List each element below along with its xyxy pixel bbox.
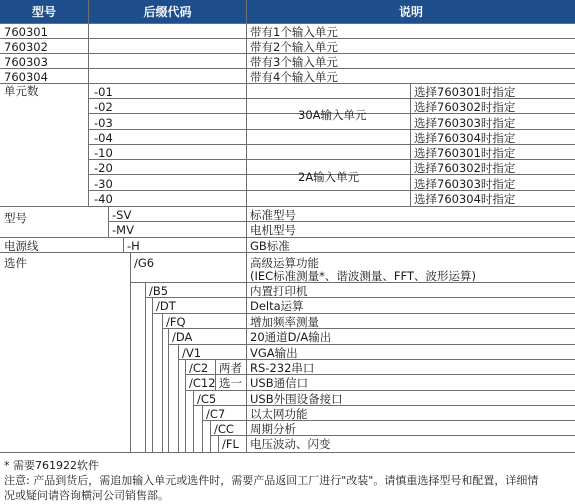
grid-line [162, 313, 163, 452]
option-desc: USB通信口 [250, 376, 309, 390]
grid-line [193, 390, 194, 452]
unit-code: -40 [94, 192, 113, 206]
choose-one-label: 两者 [219, 361, 242, 375]
type-code: -SV [112, 208, 132, 222]
select-note: 选择760303时指定 [414, 177, 516, 191]
unit-code: -01 [94, 85, 113, 99]
power-desc: GB标准 [250, 239, 290, 253]
option-desc: 周期分析 [250, 422, 296, 436]
unit-2a-desc: 2A输入单元 [298, 170, 360, 184]
notice-text: 况或疑问请咨询横河公司销售部。 [4, 489, 169, 502]
unit-code: -30 [94, 177, 113, 191]
option-code: /C2 [189, 361, 209, 375]
grid-line [168, 328, 169, 452]
option-code: /DT [156, 299, 176, 313]
select-note: 选择760304时指定 [414, 192, 516, 206]
header-suffix: 后缀代码 [89, 0, 246, 23]
select-note: 选择760302时指定 [414, 100, 516, 114]
model-desc: 带有3个输入单元 [250, 55, 338, 69]
power-label: 电源线 [4, 239, 39, 253]
grid-line [178, 344, 179, 452]
unit-code: -03 [94, 116, 113, 130]
grid-line [202, 405, 203, 452]
unit-code: -02 [94, 100, 113, 114]
option-desc: 增加频率测量 [250, 315, 319, 329]
model-code: 760303 [4, 55, 48, 69]
select-note: 选择760303时指定 [414, 116, 516, 130]
grid-line [130, 252, 131, 452]
grid-line [0, 23, 575, 24]
grid-line [152, 297, 153, 452]
option-code: /V1 [182, 346, 202, 360]
unit-30a-desc: 30A输入单元 [298, 108, 367, 122]
grid-line [210, 420, 211, 452]
model-code: 760301 [4, 25, 48, 39]
option-code: /CC [214, 422, 234, 436]
option-desc: 内置打印机 [250, 284, 308, 298]
type-code: -MV [112, 223, 134, 237]
grid-line [162, 328, 575, 329]
grid-line [0, 237, 575, 238]
model-desc: 带有1个输入单元 [250, 25, 338, 39]
model-code: 760302 [4, 40, 48, 54]
power-code: -H [127, 239, 140, 253]
grid-line [168, 344, 575, 345]
option-desc: 20通道D/A输出 [250, 330, 332, 344]
type-desc: 标准型号 [250, 208, 296, 222]
grid-line [123, 237, 124, 252]
type-desc: 电机型号 [250, 223, 296, 237]
grid-line [0, 452, 575, 453]
option-code: /B5 [149, 284, 169, 298]
footnote: * 需要761922软件 [4, 459, 99, 472]
choose-one-label: 选一 [219, 376, 242, 390]
option-desc: 高级运算功能 [250, 256, 319, 270]
option-code: /C12 [189, 376, 216, 390]
model-code: 760304 [4, 70, 48, 84]
option-code: /C5 [197, 392, 217, 406]
option-desc: USB外围设备接口 [250, 392, 343, 406]
options-label: 选件 [4, 256, 27, 270]
notice-text: 注意: 产品到货后，需追加输入单元或选件时，需要产品返回工厂进行"改装"。请慎重选择型号和配置，详细情 [4, 474, 539, 487]
grid-line [145, 282, 146, 452]
option-desc: 以太网功能 [250, 407, 308, 421]
header-description: 说明 [247, 0, 575, 23]
option-desc: (IEC标准测量*、谐波测量、FFT、波形运算) [250, 269, 476, 283]
option-code: /DA [172, 330, 193, 344]
model-desc: 带有2个输入单元 [250, 40, 338, 54]
grid-line [178, 359, 575, 360]
select-note: 选择760301时指定 [414, 146, 516, 160]
type-label: 型号 [4, 211, 27, 225]
grid-line [89, 144, 410, 145]
option-desc: 电压波动、闪变 [250, 437, 331, 451]
grid-line [185, 374, 575, 375]
grid-line [145, 297, 575, 298]
option-code: /FQ [166, 315, 186, 329]
select-note: 选择760304时指定 [414, 131, 516, 145]
grid-line [108, 221, 575, 222]
unit-code: -20 [94, 161, 113, 175]
grid-line [88, 0, 89, 206]
option-code: /G6 [134, 256, 155, 270]
option-code: /C7 [206, 407, 226, 421]
option-code: /FL [222, 437, 239, 451]
grid-line [410, 83, 411, 206]
unit-code: -10 [94, 146, 113, 160]
option-desc: VGA输出 [250, 346, 298, 360]
unit-code: -04 [94, 131, 113, 145]
grid-line [152, 313, 575, 314]
units-label: 单元数 [4, 84, 39, 98]
grid-line [246, 0, 247, 452]
grid-line [0, 206, 575, 207]
grid-line [218, 435, 219, 452]
grid-line [185, 390, 575, 391]
option-desc: Delta运算 [250, 299, 304, 313]
grid-line [185, 359, 186, 452]
header-model: 型号 [0, 0, 88, 23]
select-note: 选择760301时指定 [414, 85, 516, 99]
option-desc: RS-232串口 [250, 361, 315, 375]
select-note: 选择760302时指定 [414, 161, 516, 175]
grid-line [108, 206, 109, 237]
model-desc: 带有4个输入单元 [250, 70, 338, 84]
